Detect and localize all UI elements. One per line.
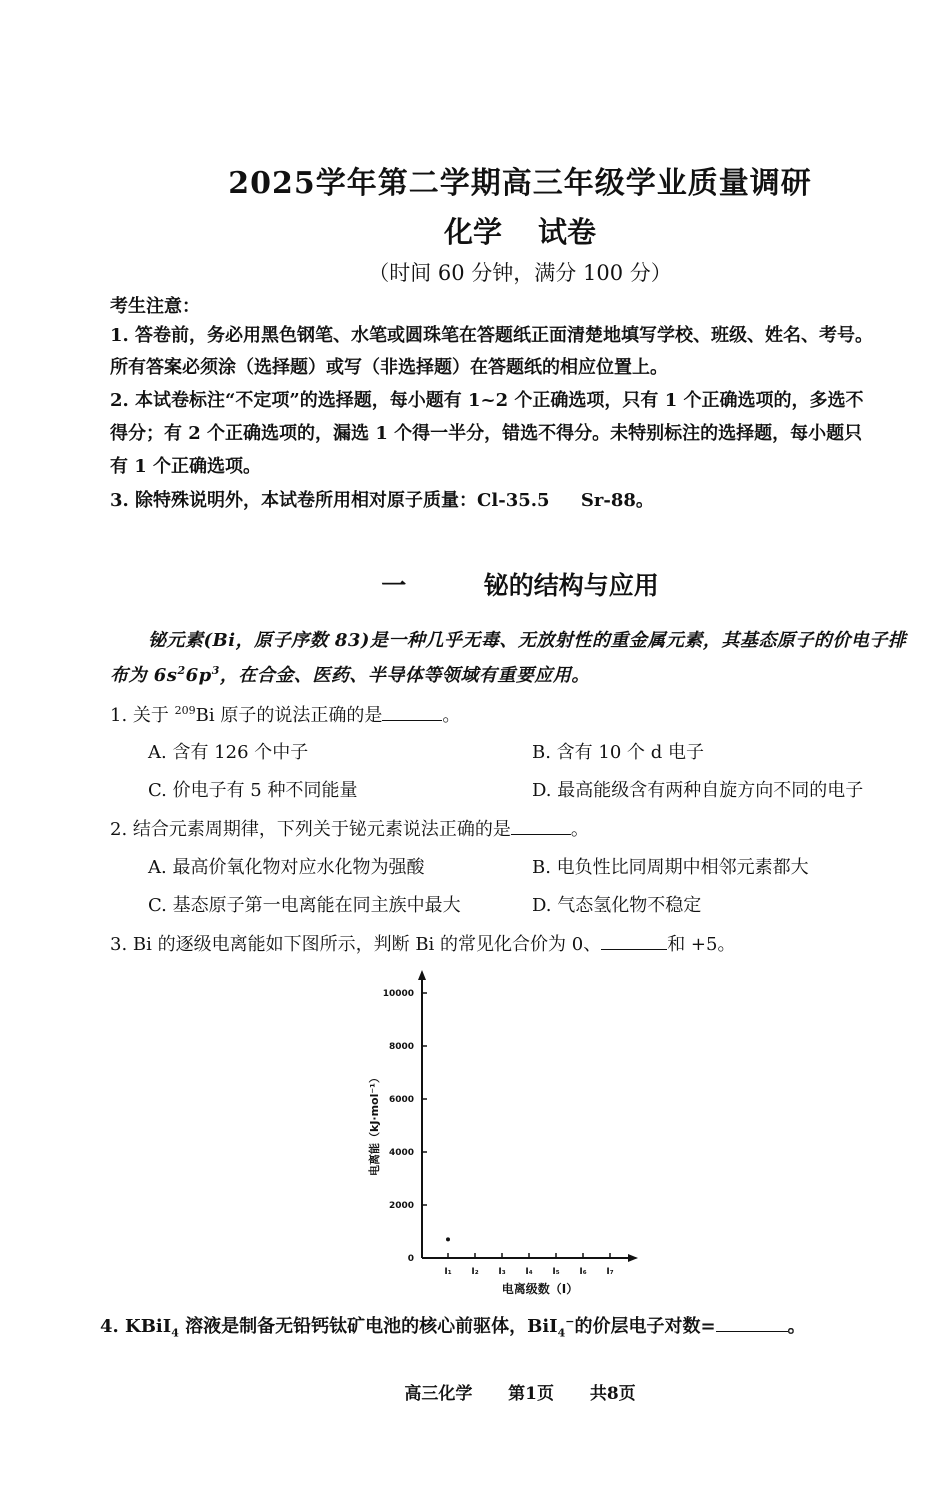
answer-blank: [511, 818, 571, 835]
q2-text: 。: [570, 819, 589, 840]
q1-option-c: C. 价电子有 5 种不同能量: [148, 780, 358, 801]
intro-line2: [110, 661, 590, 687]
question-2-stem: [110, 815, 589, 841]
y-tick-label: 2000: [388, 1201, 414, 1211]
x-tick-label: I₆: [579, 1267, 587, 1277]
notice-item1-line2: 所有答案必须涂（选择题）或写（非选择题）在答题纸的相应位置上。: [110, 357, 668, 378]
q4-text: 溶液是制备无铅钙钛矿电池的核心前驱体，BiI: [178, 1316, 558, 1337]
superscript: 3: [211, 664, 220, 677]
ionization-energy-chart: [360, 960, 660, 1305]
q4-text: 。: [787, 1316, 806, 1337]
q4-text: 4. KBiI: [100, 1316, 172, 1337]
q2-option-c: C. 基态原子第一电离能在同主族中最大: [148, 895, 461, 916]
x-tick-label: I₁: [444, 1267, 452, 1277]
y-tick-label: 6000: [388, 1095, 414, 1105]
superscript: 2: [177, 664, 186, 677]
y-tick-label: 10000: [382, 989, 414, 999]
notice-heading: 考生注意：: [110, 296, 200, 317]
y-tick-label: 8000: [388, 1042, 414, 1052]
intro-text: 布为 6s: [110, 665, 178, 686]
x-tick-label: I₇: [606, 1267, 614, 1277]
exam-subject: 化学 试卷: [443, 215, 597, 249]
x-tick-label: I₃: [498, 1267, 506, 1277]
x-tick-label: I₂: [471, 1267, 479, 1277]
exam-title: 2025学年第二学期高三年级学业质量调研: [228, 166, 812, 201]
q1-option-d: D. 最高能级含有两种自旋方向不同的电子: [532, 780, 864, 801]
notice-item1-line1: 1. 答卷前，务必用黑色钢笔、水笔或圆珠笔在答题纸正面清楚地填写学校、班级、姓名、考号。: [110, 325, 874, 346]
q4-text: 的价层电子对数=: [574, 1316, 716, 1337]
x-tick-label: I₅: [552, 1267, 560, 1277]
q1-text: 1. 关于: [110, 705, 175, 726]
q1-text: Bi 原子的说法正确的是: [195, 705, 383, 726]
question-1-stem: [110, 701, 460, 727]
notice-item2-line2: 得分；有 2 个正确选项的，漏选 1 个得一半分，错选不得分。未特别标注的选择题，每小题只: [110, 423, 863, 444]
q2-option-a: A. 最高价氧化物对应水化物为强酸: [148, 857, 425, 878]
y-tick-label: 0: [407, 1254, 414, 1264]
page-footer: 高三化学 第1页 共8页: [404, 1384, 636, 1404]
superscript: 209: [174, 704, 196, 717]
answer-blank: [601, 933, 667, 950]
x-axis-label: 电离级数（I）: [501, 1282, 579, 1296]
subscript: 4: [557, 1326, 566, 1340]
q1-option-b: B. 含有 10 个 d 电子: [532, 742, 704, 763]
y-axis-label: 电离能（kJ·mol⁻¹）: [368, 1071, 381, 1177]
notice-item2-line3: 有 1 个正确选项。: [110, 456, 262, 477]
q2-text: 2. 结合元素周期律，下列关于铋元素说法正确的是: [110, 819, 511, 840]
exam-time-info: （时间 60 分钟，满分 100 分）: [368, 261, 672, 285]
q3-text: 3. Bi 的逐级电离能如下图所示，判断 Bi 的常见化合价为 0、: [110, 934, 602, 955]
q3-text: 和 +5。: [667, 934, 736, 955]
answer-blank: [382, 704, 442, 721]
intro-text: ，在合金、医药、半导体等领域有重要应用。: [219, 665, 590, 686]
intro-line1: 铋元素(Bi，原子序数 83)是一种几乎无毒、无放射性的重金属元素，其基态原子的价电子排: [148, 630, 907, 651]
y-tick-label: 4000: [388, 1148, 414, 1158]
q1-text: 。: [442, 705, 461, 726]
data-point: [446, 1237, 450, 1241]
question-3-stem: [110, 930, 735, 956]
notice-item3: 3. 除特殊说明外，本试卷所用相对原子质量：Cl-35.5 Sr-88。: [110, 490, 654, 511]
superscript: −: [565, 1315, 575, 1328]
q1-option-a: A. 含有 126 个中子: [148, 742, 309, 763]
section-title: 一 铋的结构与应用: [381, 571, 659, 600]
notice-item2-line1: 2. 本试卷标注“不定项”的选择题，每小题有 1~2 个正确选项，只有 1 个正确选项的，多选不: [110, 390, 864, 411]
q2-option-b: B. 电负性比同周期中相邻元素都大: [532, 857, 809, 878]
x-axis-arrow: [628, 1254, 638, 1262]
intro-text: 6p: [185, 665, 212, 686]
subscript: 4: [171, 1326, 179, 1340]
y-axis-arrow: [418, 970, 426, 980]
question-4-stem: [100, 1312, 806, 1340]
answer-blank: [716, 1315, 788, 1332]
q2-option-d: D. 气态氢化物不稳定: [532, 895, 702, 916]
x-tick-label: I₄: [525, 1267, 533, 1277]
